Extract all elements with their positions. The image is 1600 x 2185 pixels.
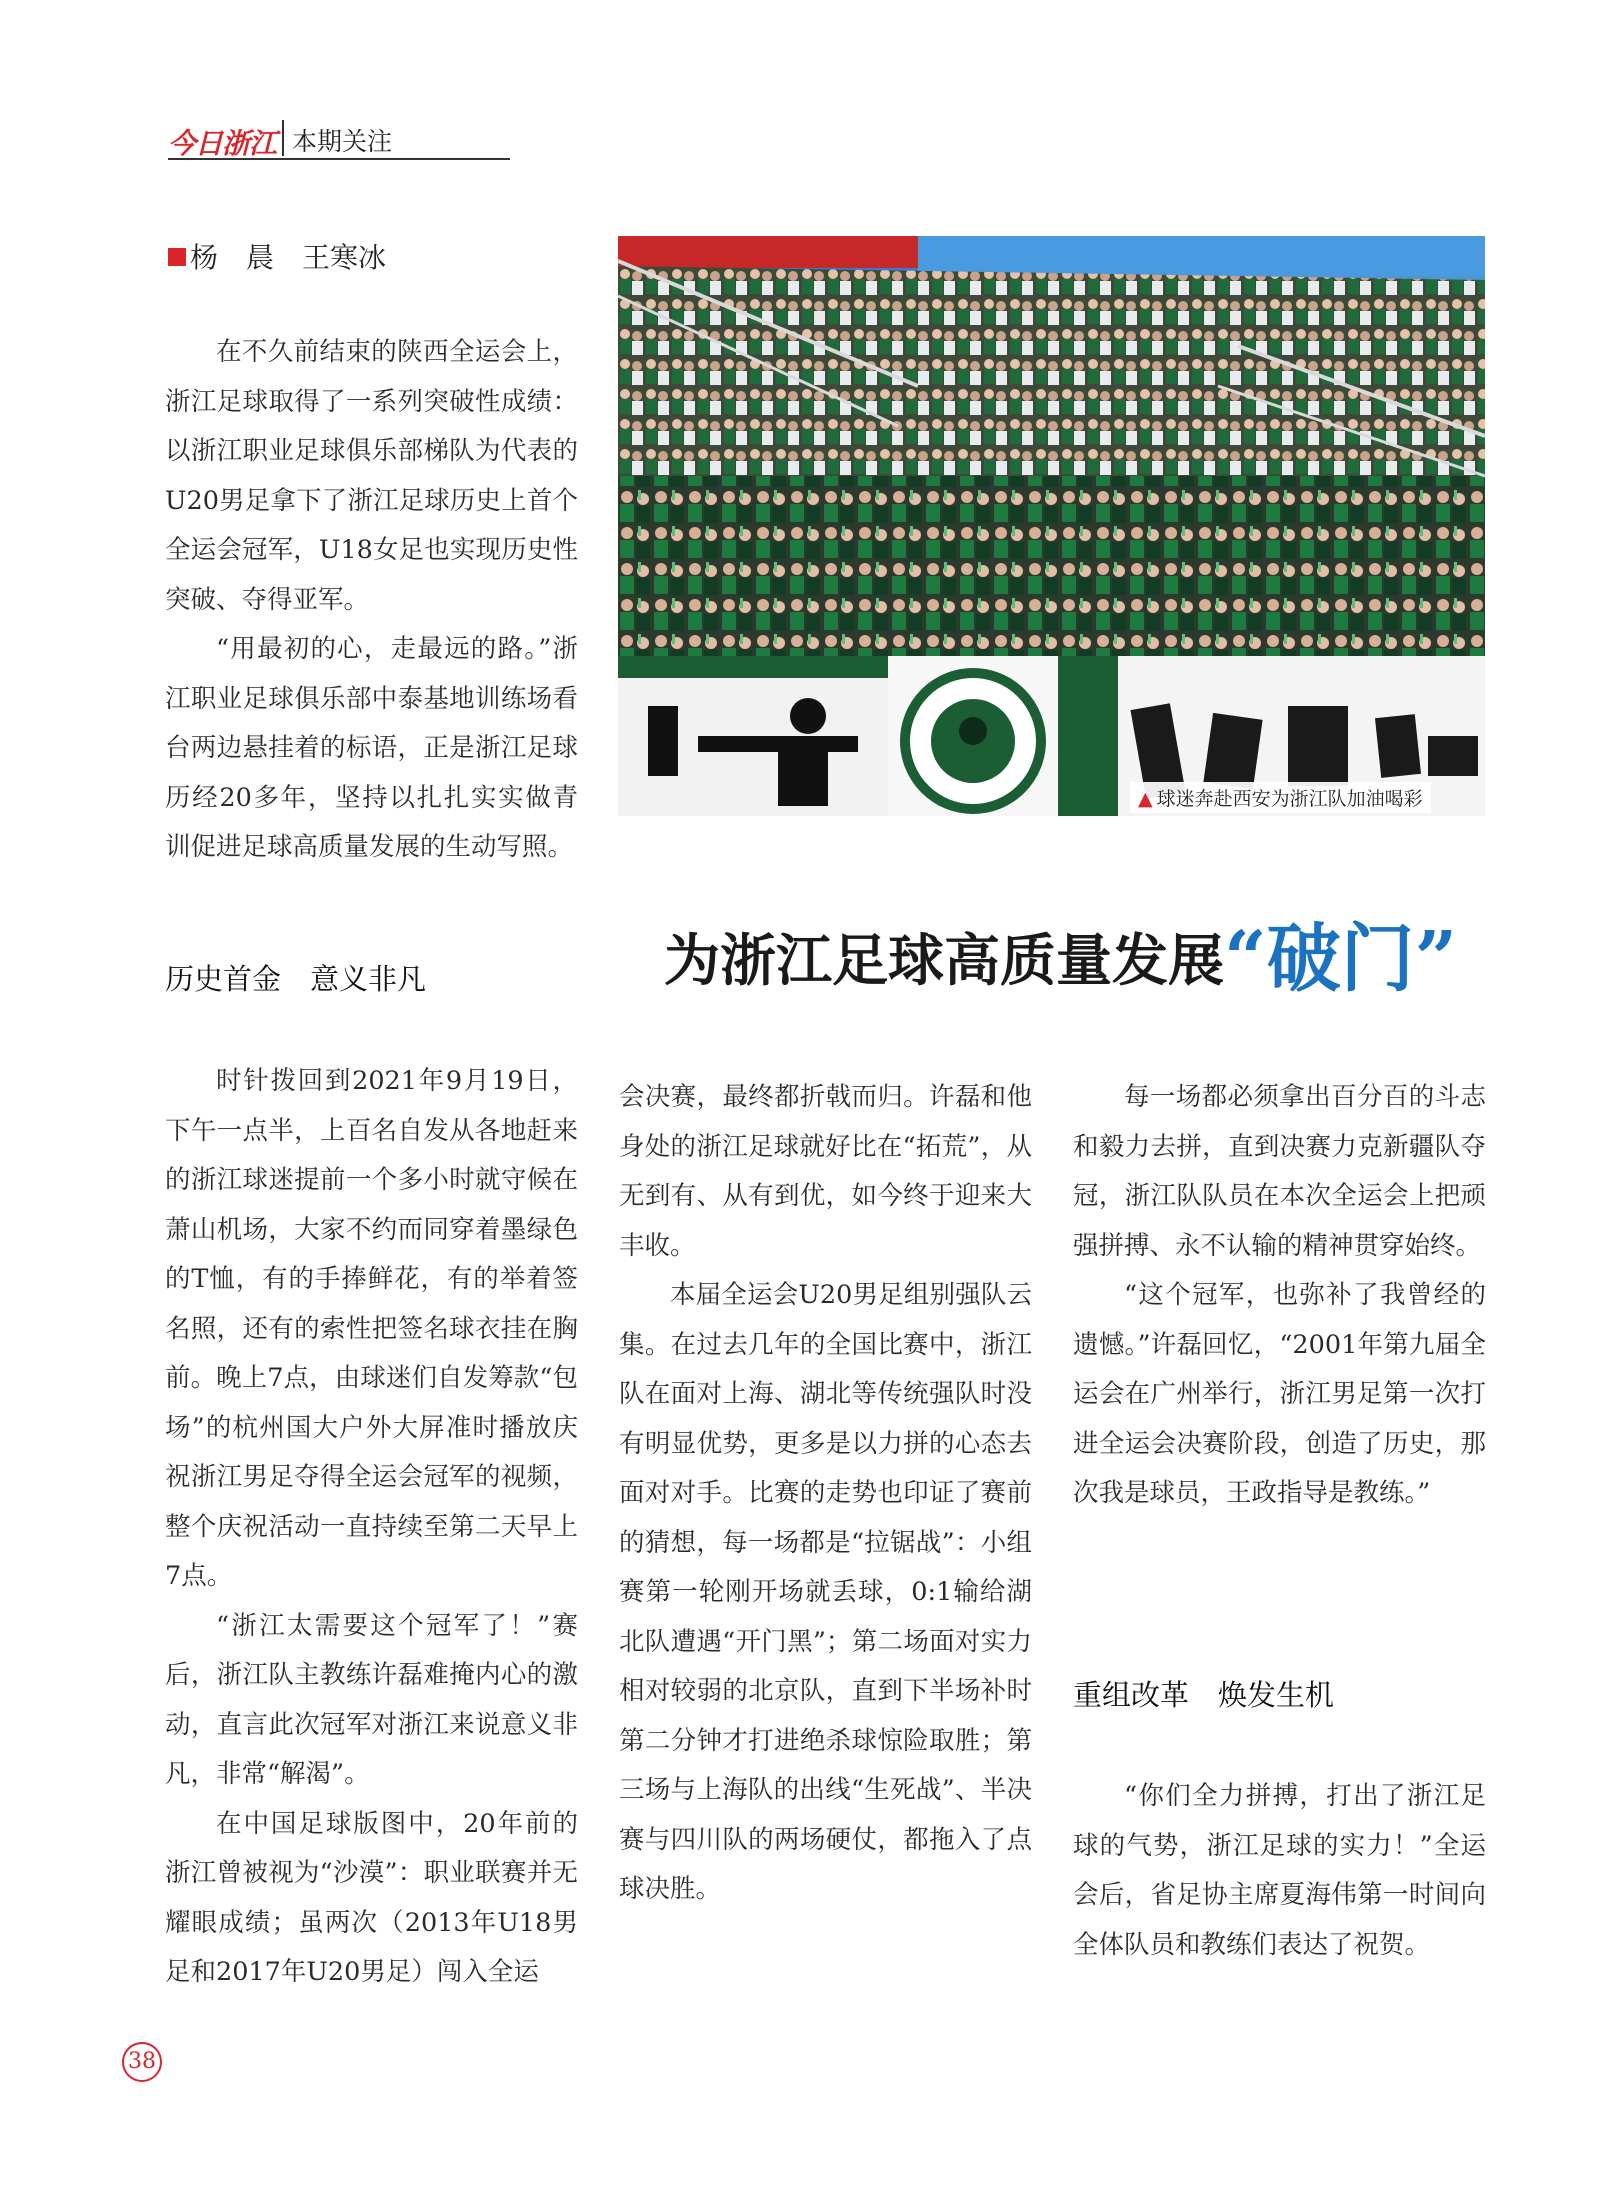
column-3-heading <box>1073 1671 1486 1721</box>
crowd-photo <box>618 236 1485 816</box>
column-1-heading <box>165 955 578 1005</box>
page-header <box>168 118 510 160</box>
title-main: 为浙江足球高质量发展 <box>664 928 1224 994</box>
photo-caption <box>1130 782 1431 813</box>
paragraph: 每一场都必须拿出百分百的斗志和毅力去拼，直到决赛力克新疆队夺冠，浙江队队员在本次全运会上把顽强拼搏、永不认输的精神贯穿始终。 <box>1073 1082 1486 1261</box>
byline-authors: 杨 晨 王寒冰 <box>190 241 387 274</box>
paragraph: “你们全力拼搏，打出了浙江足球的气势，浙江足球的实力！”全运会后，省足协主席夏海伟第一时间向全体队员和教练们表达了祝贺。 <box>1073 1781 1486 1960</box>
caption-text: 球迷奔赴西安为浙江队加油喝彩 <box>1156 788 1423 810</box>
section-heading: 重组改革 焕发生机 <box>1073 1678 1335 1712</box>
section-label: 本期关注 <box>292 127 393 156</box>
column-1-bottom <box>165 1057 578 1998</box>
brand-logo: 今日浙江 <box>168 127 277 160</box>
caption-triangle-icon: ▲ <box>1138 788 1153 810</box>
column-3-top <box>1073 1073 1486 1519</box>
title-highlight: “破门” <box>1224 916 1458 1002</box>
paragraph: 时针拨回到2021年9月19日，下午一点半，上百名自发从各地赶来的浙江球迷提前一个多小时就守候在萧山机场，大家不约而同穿着墨绿色的T恤，有的手捧鲜花，有的举着签名照，还有的索性把签名球衣挂在胸前。晚上7点，由球迷们自发筹款“包场”的杭州国大户外大屏准时播放庆祝浙江男足夺得全运会冠军的视频，整个庆祝活动一直持续至第二天早上7点。 <box>165 1066 578 1591</box>
article-title <box>664 900 1458 1006</box>
paragraph: 在不久前结束的陕西全运会上，浙江足球取得了一系列突破性成绩：以浙江职业足球俱乐部梯队为代表的U20男足拿下了浙江足球历史上首个全运会冠军，U18女足也实现历史性突破、夺得亚军。 <box>165 337 578 615</box>
page-number: 38 <box>122 2042 162 2082</box>
paragraph: “这个冠军，也弥补了我曾经的遗憾。”许磊回忆，“2001年第九届全运会在广州举行，浙江男足第一次打进全运会决赛阶段，创造了历史，那次我是球员，王政指导是教练。” <box>1073 1280 1486 1508</box>
paragraph: “用最初的心，走最远的路。”浙江职业足球俱乐部中泰基地训练场看台两边悬挂着的标语，正是浙江足球历经20多年，坚持以扎扎实实做青训促进足球高质量发展的生动写照。 <box>165 634 578 862</box>
paragraph: 本届全运会U20男足组别强队云集。在过去几年的全国比赛中，浙江队在面对上海、湖北等传统强队时没有明显优势，更多是以力拼的心态去面对对手。比赛的走势也印证了赛前的猜想，每一场都是“拉锯战”：小组赛第一轮刚开场就丢球，0:1输给湖北队遭遇“开门黑”；第二场面对实力相对较弱的北京队，直到下半场补时第二分钟才打进绝杀球惊险取胜；第三场与上海队的出线“生死战”、半决赛与四川队的两场硬仗，都拖入了点球决胜。 <box>619 1280 1032 1904</box>
section-heading: 历史首金 意义非凡 <box>165 962 427 996</box>
byline <box>168 236 386 276</box>
column-1-top <box>165 328 578 873</box>
header-divider <box>282 120 284 156</box>
paragraph: 在中国足球版图中，20年前的浙江曾被视为“沙漠”：职业联赛并无耀眼成绩；虽两次（2013年U18男足和2017年U20男足）闯入全运 <box>165 1808 578 1987</box>
byline-marker <box>168 248 186 266</box>
column-3-bottom <box>1073 1772 1486 1970</box>
paragraph: “浙江太需要这个冠军了！”赛后，浙江队主教练许磊难掩内心的激动，直言此次冠军对浙江来说意义非凡，非常“解渴”。 <box>165 1610 578 1789</box>
column-2 <box>619 1073 1032 1915</box>
paragraph: 会决赛，最终都折戟而归。许磊和他身处的浙江足球就好比在“拓荒”，从无到有、从有到优，如今终于迎来大丰收。 <box>619 1082 1032 1261</box>
